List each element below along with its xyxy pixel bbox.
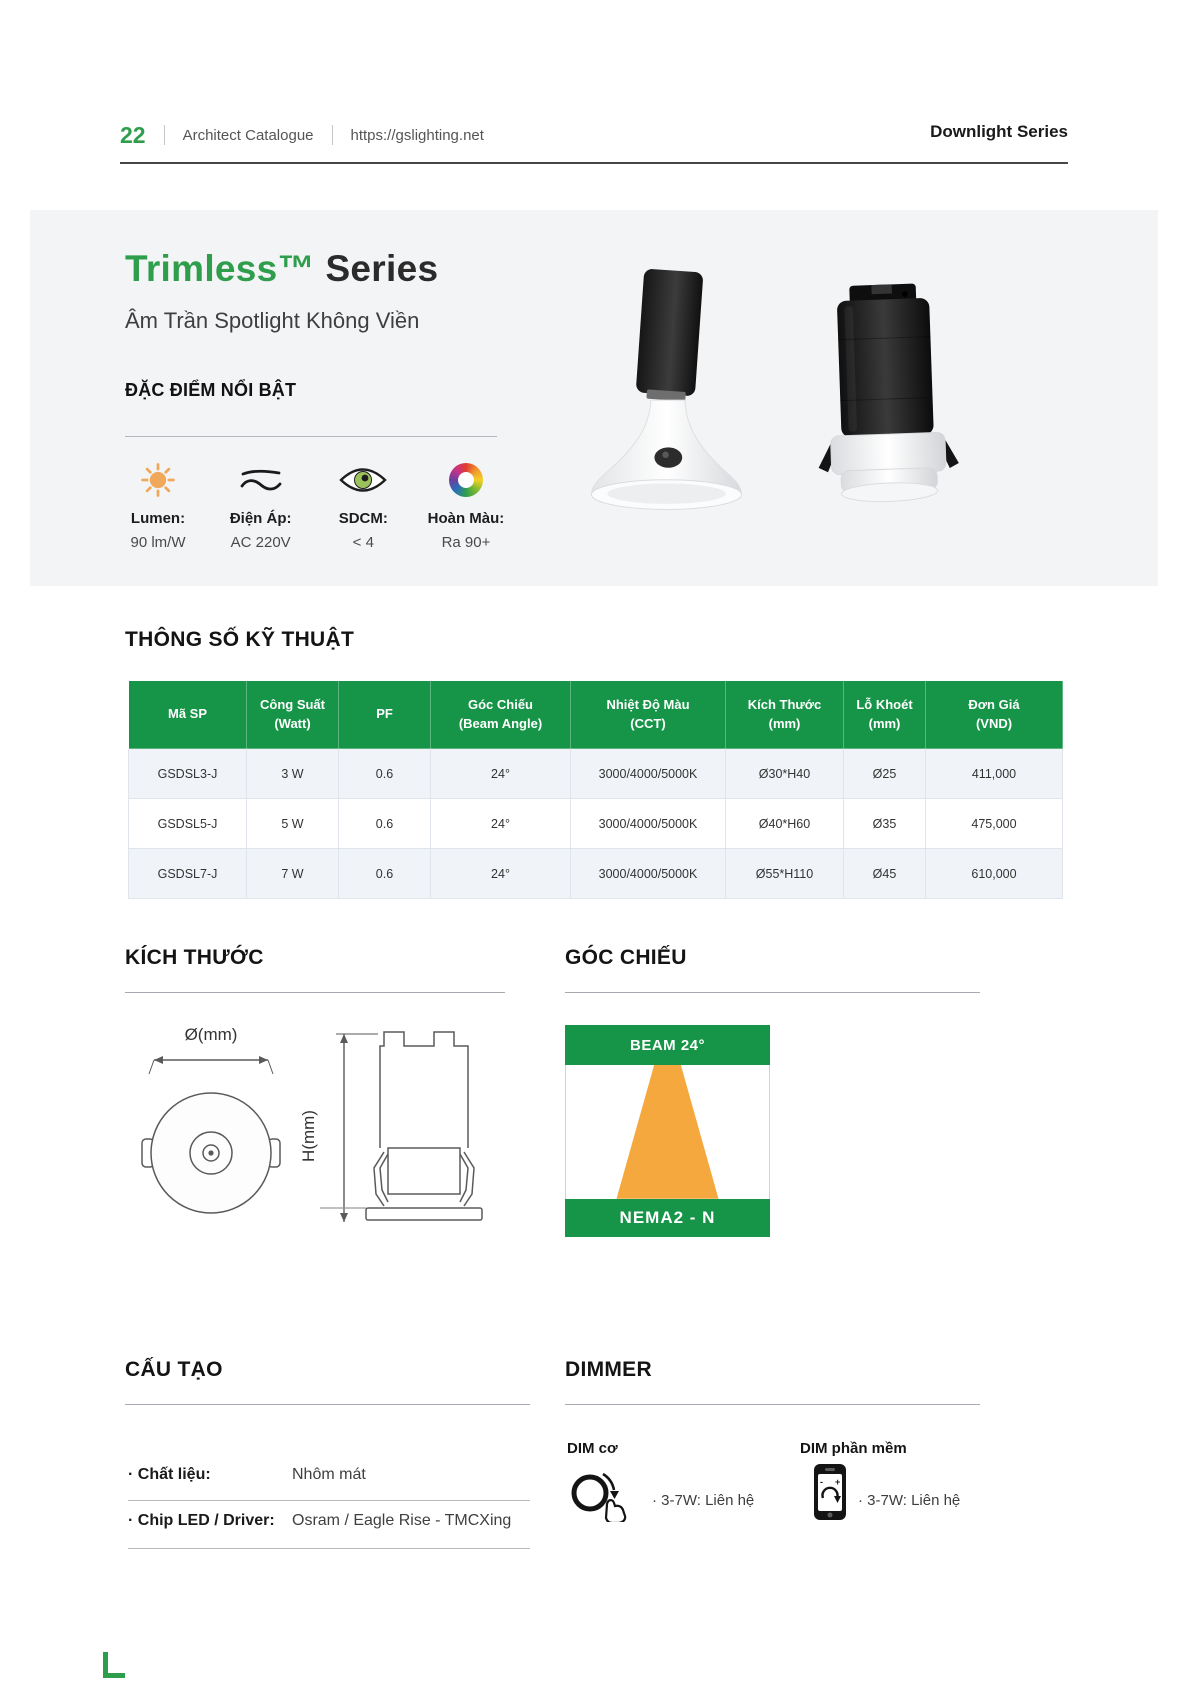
table-cell: 24°	[431, 799, 571, 849]
specs-header-row	[129, 681, 1063, 749]
material-value: Nhôm mát	[292, 1466, 366, 1483]
table-cell: Ø25	[844, 749, 926, 799]
col-lo-khoet: Lỗ Khoét (mm)	[844, 681, 926, 749]
feature-label: SDCM:	[338, 510, 388, 527]
col-don-gia: Đơn Giá (VND)	[926, 681, 1063, 749]
table-cell: 3 W	[247, 749, 339, 799]
series-title	[125, 248, 438, 290]
product-image-trumpet-downlight	[560, 252, 773, 552]
col-nhiet-do-mau: Nhiệt Độ Màu (CCT)	[571, 681, 726, 749]
table-cell: GSDSL7-J	[129, 849, 247, 899]
chip-driver-value: Osram / Eagle Rise - TMCXing	[292, 1512, 512, 1529]
table-cell: 475,000	[926, 799, 1063, 849]
construction-heading: CẤU TẠO	[125, 1358, 223, 1381]
table-cell: 0.6	[339, 749, 431, 799]
nema-banner: NEMA2 - N	[565, 1199, 770, 1237]
dim-software-note: · 3-7W: Liên hệ	[858, 1492, 961, 1509]
material-label: · Chất liệu:	[128, 1466, 211, 1483]
beam-heading: GÓC CHIẾU	[565, 946, 687, 969]
series-title-brand: Trimless™	[125, 248, 315, 289]
table-cell: 24°	[431, 749, 571, 799]
beam-angle-banner: BEAM 24°	[565, 1025, 770, 1065]
table-row	[129, 749, 1063, 799]
pointer-hand-icon	[606, 1500, 625, 1522]
table-row	[129, 799, 1063, 849]
features-rule	[125, 436, 497, 437]
feature-cri	[424, 458, 508, 551]
height-label: H(mm)	[299, 1110, 318, 1162]
sun-icon	[116, 458, 200, 502]
table-cell: 3000/4000/5000K	[571, 749, 726, 799]
table-cell: Ø55*H110	[726, 849, 844, 899]
table-cell: Ø45	[844, 849, 926, 899]
series-label: Downlight Series	[930, 122, 1068, 141]
table-cell: GSDSL3-J	[129, 749, 247, 799]
dimmer-heading: DIMMER	[565, 1358, 652, 1381]
col-cong-suat: Công Suất (Watt)	[247, 681, 339, 749]
table-cell: 0.6	[339, 799, 431, 849]
features-heading: ĐẶC ĐIỂM NỔI BẬT	[125, 380, 297, 400]
dimmer-rule	[565, 1404, 980, 1405]
page-number: 22	[120, 121, 146, 148]
smartphone-dimmer-icon	[812, 1462, 848, 1522]
col-kich-thuoc: Kích Thước (mm)	[726, 681, 844, 749]
col-goc-chieu: Góc Chiếu (Beam Angle)	[431, 681, 571, 749]
table-cell: Ø35	[844, 799, 926, 849]
diameter-label: Ø(mm)	[184, 1025, 238, 1044]
product-images	[560, 252, 990, 562]
table-cell: Ø40*H60	[726, 799, 844, 849]
feature-sdcm	[321, 458, 405, 551]
beam-diagram	[565, 1025, 770, 1237]
specs-heading: THÔNG SỐ KỸ THUẬT	[125, 628, 355, 651]
beam-cone-area	[565, 1065, 770, 1199]
construction-row-divider	[128, 1548, 530, 1549]
feature-label: Lumen:	[130, 510, 186, 527]
dimension-drawing-side-view	[292, 1018, 522, 1238]
svg-text:+: +	[835, 1477, 841, 1487]
svg-text:-: -	[820, 1477, 823, 1487]
corner-mark	[103, 1652, 125, 1678]
color-wheel-icon	[424, 458, 508, 502]
eye-icon	[321, 458, 405, 502]
divider	[164, 125, 165, 145]
feature-value: AC 220V	[230, 534, 291, 551]
features-row	[116, 458, 508, 551]
table-row	[129, 849, 1063, 899]
rotary-dimmer-icon	[565, 1466, 635, 1522]
table-cell: 24°	[431, 849, 571, 899]
feature-value: Ra 90+	[441, 534, 491, 551]
table-cell: Ø30*H40	[726, 749, 844, 799]
feature-value: < 4	[352, 534, 374, 551]
feature-value: 90 lm/W	[130, 534, 186, 551]
col-pf: PF	[339, 681, 431, 749]
ac-voltage-icon	[219, 458, 303, 502]
dim-mechanical-note: · 3-7W: Liên hệ	[652, 1492, 755, 1509]
dimensions-heading: KÍCH THƯỚC	[125, 946, 264, 969]
website-link[interactable]: https://gslighting.net	[350, 126, 484, 144]
chip-driver-label: · Chip LED / Driver:	[128, 1512, 275, 1529]
table-cell: 411,000	[926, 749, 1063, 799]
table-cell: 3000/4000/5000K	[571, 849, 726, 899]
feature-label: Hoàn Màu:	[427, 510, 505, 527]
dim-mechanical-title: DIM cơ	[567, 1440, 618, 1457]
table-cell: GSDSL5-J	[129, 799, 247, 849]
beam-rule	[565, 992, 980, 993]
construction-rule	[125, 1404, 530, 1405]
catalogue-name: Architect Catalogue	[182, 126, 314, 144]
specs-table	[128, 680, 1063, 899]
dim-software-title: DIM phần mềm	[800, 1440, 907, 1457]
header-rule	[120, 162, 1068, 164]
table-cell: 610,000	[926, 849, 1063, 899]
page-header	[120, 118, 1068, 152]
feature-lumen	[116, 458, 200, 551]
col-ma-sp: Mã SP	[129, 681, 247, 749]
divider	[332, 125, 333, 145]
dimension-drawing-top-view	[116, 1018, 306, 1238]
series-title-rest: Series	[314, 248, 439, 289]
table-cell: 0.6	[339, 849, 431, 899]
beam-cone	[566, 1065, 769, 1199]
table-cell: 3000/4000/5000K	[571, 799, 726, 849]
construction-row-divider	[128, 1500, 530, 1501]
series-subtitle: Âm Trần Spotlight Không Viền	[125, 308, 420, 333]
dimensions-rule	[125, 992, 505, 993]
table-cell: 5 W	[247, 799, 339, 849]
product-image-recessed-can	[787, 266, 990, 556]
feature-label: Điện Áp:	[229, 510, 292, 527]
table-cell: 7 W	[247, 849, 339, 899]
feature-voltage	[219, 458, 303, 551]
hero-panel	[30, 210, 1158, 586]
